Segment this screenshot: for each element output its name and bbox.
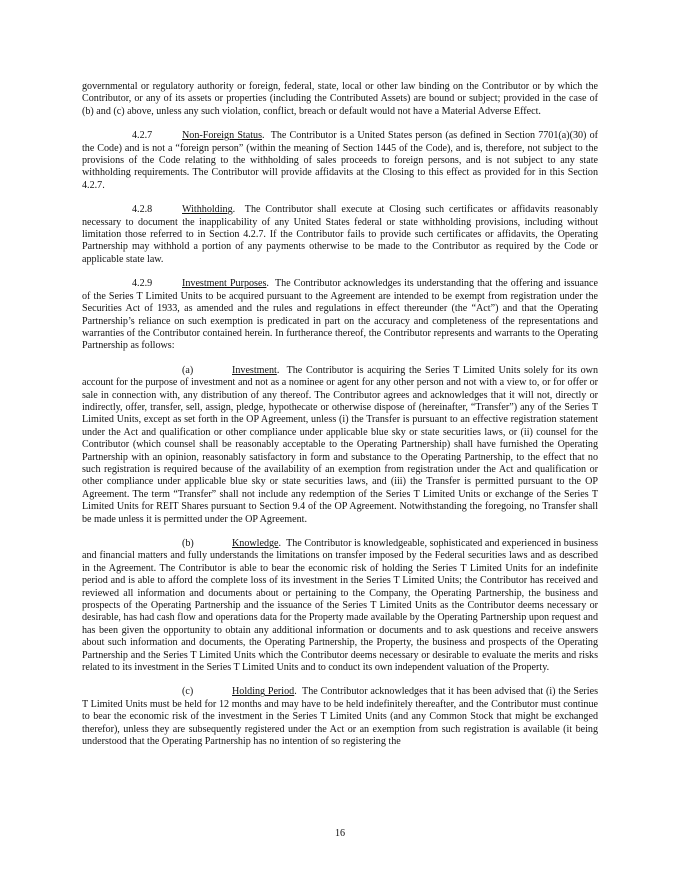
- carryover-paragraph: governmental or regulatory authority or foreign, federal, state, local or other law binding on the Contributor or by which the Contributor, or any of its assets or properties (including the Contributed Assets) are bound or subject; provided in the case of (b) and (c) above, unless any such violation, conflict, breach or default would not have a Material Adverse Effect.: [82, 81, 598, 117]
- subsection-title: Knowledge: [232, 538, 279, 549]
- section-number: 4.2.8: [132, 204, 153, 216]
- section-number: 4.2.9: [132, 278, 153, 290]
- subsection-title: Investment: [232, 364, 277, 376]
- section-4-2-9: 4.2.9 Investment Purposes. The Contributor acknowledges its understanding that the offering and issuance of the Series T Limited Units to be acquired pursuant to the Agreement are intended to be exempt from registration under the Securities Act of 1933, as amended and the rules and regulations in effect thereunder (the “Act”) and that the Operating Partnership’s reliance on such exemption is predicated in part on the accuracy and completeness of the representations and warranties of the Contributor contained herein. In furtherance thereof, the Contributor represents and warrants to the Operating Partnership as follows:: [82, 278, 599, 352]
- section-4-2-8: 4.2.8 Withholding. The Contributor shall execute at Closing such certificates or affidavits reasonably necessary to document the inapplicability of any United States federal or state withholding provisions, including without limitation those referred to in Section 4.2.7. If the Contributor fails to provide such certificates or affidavits, the Operating Partnership may withhold a portion of any payments otherwise to be made to the Contributor as required by the Code or applicable state law.: [82, 204, 598, 265]
- page-number: 16: [334, 828, 346, 839]
- section-number: 4.2.7: [132, 130, 153, 142]
- section-text: The Contributor shall execute at Closing such certificates or affidavits reasonably necessary to document the inapplicability of any United States federal or state withholding provisions, including without limitation those referred to in Section 4.2.7. If the Contributor fails to provide such certificates or affidavits, the Operating Partnership may withhold a portion of any payments otherwise to be made to the Contributor as required by the Code or applicable state law.: [82, 204, 598, 265]
- section-title: Investment Purposes: [182, 278, 267, 290]
- subsection-label: (a): [182, 364, 194, 376]
- subsection-c: (c) Holding Period. The Contributor acknowledges that it has been advised that (i) the Series T Limited Units must be held for 12 months and may have to be held indefinitely thereafter, and the Contributor must continue to bear the economic risk of the investment in the Series T Limited Units (and any Common Stock that might be exchanged therefor), unless they are subsequently registered under the Act or an exemption from such registration is available (it being understood that the Operating Partnership has no intention of so registering the: [82, 686, 599, 748]
- subsection-text: The Contributor is acquiring the Series T Limited Units solely for its own account for the purpose of investment and not as a nominee or agent for any other person and not with a view to, or for offer or sale in connection with, any distribution of any thereof. The Contributor agrees and acknowledges that it will not, directly or indirectly, offer, transfer, sell, assign, pledge, hypothecate or otherwise dispose of (hereinafter, “Transfer”) any of the Series T Limited Units, except as set forth in the OP Agreement, unless (i) the Transfer is pursuant to an effective registration statement under the Act and qualification or other compliance under applicable blue sky or state securities laws, or (ii) counsel for the Contributor (which counsel shall be reasonably acceptable to the Operating Partnership) shall have furnished the Operating Partnership with an opinion, reasonably satisfactory in form and substance to the Operating Partnership, to the effect that no such registration is required because of the availability of an exemption from registration under the Act and qualification or other compliance under applicable blue sky or state securities laws, and (iii) the Transfer is permitted pursuant to the OP Agreement. The term “Transfer” shall not include any redemption of the Series T Limited Units or exchange of the Series T Limited Units for REIT Shares pursuant to Section 9.4 of the OP Agreement. Notwithstanding the foregoing, no Transfer shall be made unless it is permitted under the OP Agreement.: [82, 364, 598, 525]
- subsection-text: The Contributor acknowledges that it has been advised that (i) the Series T Limited Units must be held for 12 months and may have to be held indefinitely thereafter, and the Contributor must continue to bear the economic risk of the investment in the Series T Limited Units (and any Common Stock that might be exchanged therefor), unless they are subsequently registered under the Act or an exemption from such registration is available (it being understood that the Operating Partnership has no intention of so registering the: [82, 686, 599, 748]
- section-title: Withholding: [182, 204, 233, 216]
- subsection-a: (a) Investment. The Contributor is acquiring the Series T Limited Units solely for its own account for the purpose of investment and not as a nominee or agent for any other person and not with a view to, or for offer or sale in connection with, any distribution of any thereof. The Contributor agrees and acknowledges that it will not, directly or indirectly, offer, transfer, sell, assign, pledge, hypothecate or otherwise dispose of (hereinafter, “Transfer”) any of the Series T Limited Units, except as set forth in the OP Agreement, unless (i) the Transfer is pursuant to an effective registration statement under the Act and qualification or other compliance under applicable blue sky or state securities laws, or (ii) counsel for the Contributor (which counsel shall be reasonably acceptable to the Operating Partnership) shall have furnished the Operating Partnership with an opinion, reasonably satisfactory in form and substance to the Operating Partnership, to the effect that no such registration is required because of the availability of an exemption from registration under the Act and qualification or other compliance under applicable blue sky or state securities laws, and (iii) the Transfer is permitted pursuant to the OP Agreement. The term “Transfer” shall not include any redemption of the Series T Limited Units or exchange of the Series T Limited Units for REIT Shares pursuant to Section 9.4 of the OP Agreement. Notwithstanding the foregoing, no Transfer shall be made unless it is permitted under the OP Agreement.: [82, 364, 598, 525]
- subsection-b: (b) Knowledge. The Contributor is knowledgeable, sophisticated and experienced in business and financial matters and fully understands the limitations on transfer imposed by the Federal securities laws and as described in the Agreement. The Contributor is able to bear the economic risk of holding the Series T Limited Units for an indefinite period and is able to afford the complete loss of its investment in the Series T Limited Units; the Contributor has received and reviewed all information and documents about or pertaining to the Company, the Operating Partnership, the business and prospects of the Operating Partnership and the issuance of the Series T Limited Units as the Contributor deems necessary or desirable, has had cash flow and operations data for the Property made available by the Operating Partnership upon request and has been given the opportunity to obtain any additional information or documents and to ask questions and receive answers about such information and documents, the Operating Partnership, the Property, the business and prospects of the Operating Partnership and the Series T Limited Units which the Contributor deems necessary or desirable to evaluate the merits and risks related to its investment in the Series T Limited Units and to conduct its own independent valuation of the Property.: [82, 538, 599, 674]
- subsection-title: Holding Period: [232, 686, 295, 698]
- section-4-2-7: 4.2.7 Non-Foreign Status. The Contributor is a United States person (as defined in Section 7701(a)(30) of the Code) and is not a “foreign person” (within the meaning of Section 1445 of the Code), and is, therefore, not subject to the provisions of the Code relating to the withholding of sales proceeds to foreign persons, and is not subject to any state withholding requirements. The Contributor will provide affidavits at the Closing to this effect as provided for in this Section 4.2.7.: [82, 130, 598, 191]
- subsection-label: (c): [182, 686, 194, 698]
- section-text: The Contributor is a United States person (as defined in Section 7701(a)(30) of the Code) and is not a “foreign person” (within the meaning of Section 1445 of the Code), and is, therefore, not subject to the provisions of the Code relating to the withholding of sales proceeds to foreign persons, and is not subject to any state withholding requirements. The Contributor will provide affidavits at the Closing to this effect as provided for in this Section 4.2.7.: [82, 130, 598, 191]
- section-title: Non-Foreign Status: [182, 130, 262, 142]
- section-text: The Contributor acknowledges its understanding that the offering and issuance of the Series T Limited Units to be acquired pursuant to the Agreement are intended to be exempt from registration under the Securities Act of 1933, as amended and the rules and regulations in effect thereunder (the “Act”) and that the Operating Partnership’s reliance on such exemption is predicated in part on the accuracy and completeness of the representations and warranties of the Contributor contained herein. In furtherance thereof, the Contributor represents and warrants to the Operating Partnership as follows:: [82, 278, 599, 352]
- subsection-label: (b): [182, 538, 194, 549]
- subsection-text: The Contributor is knowledgeable, sophisticated and experienced in business and financial matters and fully understands the limitations on transfer imposed by the Federal securities laws and as described in the Agreement. The Contributor is able to bear the economic risk of holding the Series T Limited Units for an indefinite period and is able to afford the complete loss of its investment in the Series T Limited Units; the Contributor has received and reviewed all information and documents about or pertaining to the Company, the Operating Partnership, the business and prospects of the Operating Partnership and the issuance of the Series T Limited Units as the Contributor deems necessary or desirable, has had cash flow and operations data for the Property made available by the Operating Partnership upon request and has been given the opportunity to obtain any additional information or documents and to ask questions and receive answers about such information and documents, the Operating Partnership, the Property, the business and prospects of the Operating Partnership and the Series T Limited Units which the Contributor deems necessary or desirable to evaluate the merits and risks related to its investment in the Series T Limited Units and to conduct its own independent valuation of the Property.: [82, 538, 599, 674]
